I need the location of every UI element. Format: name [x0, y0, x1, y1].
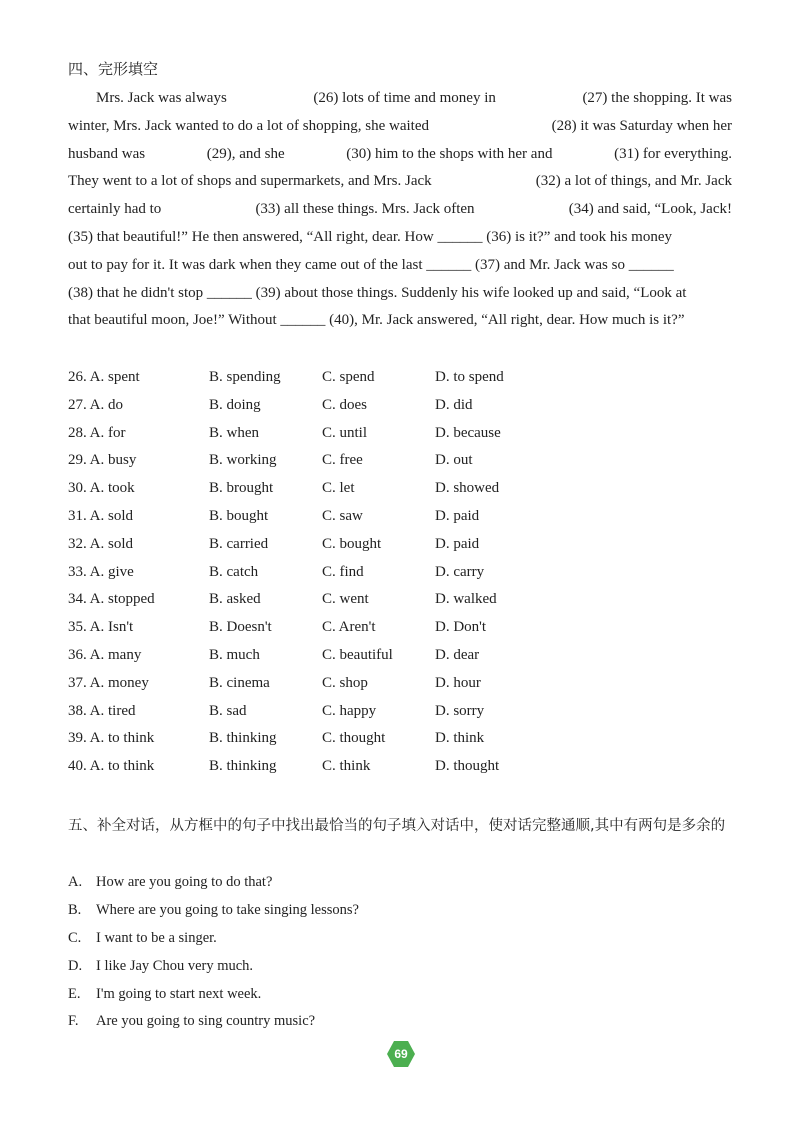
sentence-option	[68, 869, 359, 897]
sentence-letter: E.	[68, 985, 81, 1002]
option-d: D. walked	[435, 591, 497, 608]
option-c: C. Aren't	[322, 619, 376, 636]
sentence-option	[68, 1008, 359, 1036]
option-a: 26. A. spent	[68, 369, 140, 385]
option-b: B. bought	[209, 507, 269, 524]
option-a: 35. A. Isn't	[68, 619, 134, 636]
passage-text: (29), and she	[206, 145, 285, 162]
option-a: 38. A. tired	[68, 702, 136, 719]
passage-text: (34) and said, “Look, Jack!	[568, 201, 732, 218]
sentence-text: I want to be a singer.	[96, 929, 217, 946]
option-a: 33. A. give	[68, 563, 134, 580]
passage-text: (32) a lot of things, and Mr. Jack	[535, 173, 732, 190]
passage-text: They went to a lot of shops and supermarkets, and Mrs. Jack	[68, 173, 432, 190]
sentence-option	[68, 925, 359, 953]
option-row	[68, 531, 568, 559]
option-b: B. sad	[209, 702, 247, 719]
answer-options	[68, 364, 568, 781]
option-c: C. beautiful	[322, 646, 393, 663]
option-row	[68, 392, 568, 420]
sentence-letter: A.	[68, 874, 83, 890]
option-c: C. let	[322, 480, 355, 497]
sentence-letter: C.	[68, 929, 82, 946]
sentence-text: Where are you going to take singing lessons?	[96, 901, 359, 918]
option-row	[68, 447, 568, 475]
option-b: B. brought	[209, 480, 274, 497]
option-b: B. cinema	[209, 674, 270, 691]
passage-line	[68, 252, 732, 280]
option-d: D. sorry	[435, 702, 485, 719]
option-d: D. out	[435, 452, 473, 469]
option-a: 36. A. many	[68, 646, 142, 663]
option-c: C. think	[322, 758, 371, 775]
dialogue-sentence-list	[68, 869, 359, 1036]
option-a: 34. A. stopped	[68, 591, 155, 608]
sentence-option	[68, 953, 359, 981]
passage-line	[68, 307, 732, 335]
option-a: 39. A. to think	[68, 730, 155, 747]
passage-line	[68, 168, 732, 196]
option-b: B. much	[209, 646, 260, 663]
option-row	[68, 642, 568, 670]
option-b: B. doing	[209, 396, 261, 413]
option-b: B. spending	[209, 369, 281, 385]
option-c: C. until	[322, 424, 368, 441]
sentence-text: Are you going to sing country music?	[96, 1013, 316, 1030]
option-d: D. showed	[435, 480, 500, 497]
option-row	[68, 698, 568, 726]
option-row	[68, 559, 568, 587]
option-b: B. carried	[209, 535, 269, 552]
option-a: 29. A. busy	[68, 452, 137, 469]
option-a: 28. A. for	[68, 424, 126, 441]
passage-text: winter, Mrs. Jack wanted to do a lot of shopping, she waited	[68, 117, 429, 134]
option-row	[68, 420, 568, 448]
option-c: C. spend	[322, 369, 375, 385]
option-b: B. Doesn't	[209, 619, 272, 636]
option-b: B. catch	[209, 563, 259, 580]
option-c: C. thought	[322, 730, 386, 747]
option-b: B. asked	[209, 591, 261, 608]
passage-text: Mrs. Jack was always	[96, 90, 227, 106]
option-d: D. dear	[435, 646, 480, 663]
passage-line	[68, 85, 732, 113]
option-row	[68, 586, 568, 614]
sentence-text: I'm going to start next week.	[96, 985, 262, 1002]
passage-text: (33) all these things. Mrs. Jack often	[255, 201, 475, 218]
passage-text: (35) that beautiful!” He then answered, “All right, dear. How ______ (36) is it?” and took his money	[68, 228, 673, 245]
option-a: 30. A. took	[68, 480, 135, 497]
option-d: D. think	[435, 730, 485, 747]
sentence-text: I like Jay Chou very much.	[96, 957, 254, 974]
option-d: D. Don't	[435, 619, 487, 636]
sentence-letter: B.	[68, 901, 82, 918]
page-number: 69	[394, 1047, 408, 1061]
option-d: D. hour	[435, 674, 481, 691]
option-row	[68, 475, 568, 503]
passage-text: (28) it was Saturday when her	[551, 117, 732, 134]
passage-line	[68, 280, 732, 308]
passage-text: husband was	[68, 145, 146, 162]
option-c: C. find	[322, 563, 364, 580]
option-a: 32. A. sold	[68, 535, 134, 552]
passage-line	[68, 196, 732, 224]
option-b: B. thinking	[209, 730, 277, 747]
passage-text: (27) the shopping. It was	[582, 90, 732, 106]
passage-text: that beautiful moon, Joe!” Without ______ (40), Mr. Jack answered, “All right, dear. How much is it?”	[68, 312, 685, 329]
option-row	[68, 670, 568, 698]
passage-text: (26) lots of time and money in	[313, 90, 496, 106]
option-d: D. because	[435, 424, 501, 441]
option-c: C. shop	[322, 674, 368, 691]
option-row	[68, 725, 568, 753]
option-row	[68, 364, 568, 392]
option-d: D. did	[435, 396, 473, 413]
page-number-badge	[386, 1040, 416, 1068]
sentence-text: How are you going to do that?	[96, 874, 273, 890]
option-c: C. saw	[322, 507, 363, 524]
option-c: C. happy	[322, 702, 377, 719]
passage-line	[68, 113, 732, 141]
option-d: D. to spend	[435, 369, 504, 385]
option-c: C. free	[322, 452, 363, 469]
passage-text: (30) him to the shops with her and	[346, 145, 553, 162]
option-row	[68, 503, 568, 531]
passage-line	[68, 224, 732, 252]
section-5-title: 五、补全对话，从方框中的句子中找出最恰当的句子填入对话中，使对话完整通顺,其中有两句是多余的	[68, 818, 726, 834]
sentence-option	[68, 897, 359, 925]
passage-text: out to pay for it. It was dark when they came out of the last ______ (37) and Mr. Jack was so ______	[68, 256, 674, 273]
option-b: B. working	[209, 452, 277, 469]
option-b: B. thinking	[209, 758, 277, 775]
option-b: B. when	[209, 424, 259, 441]
sentence-option	[68, 981, 359, 1009]
option-a: 40. A. to think	[68, 758, 155, 775]
option-a: 31. A. sold	[68, 507, 134, 524]
option-row	[68, 753, 568, 781]
passage-line	[68, 141, 732, 169]
option-c: C. went	[322, 591, 369, 608]
option-a: 27. A. do	[68, 396, 124, 413]
sentence-letter: D.	[68, 957, 83, 974]
option-d: D. paid	[435, 507, 480, 524]
option-d: D. carry	[435, 563, 485, 580]
option-d: D. paid	[435, 535, 480, 552]
cloze-passage	[68, 85, 732, 335]
section-4-title: 四、完形填空	[68, 60, 159, 78]
option-c: C. bought	[322, 535, 382, 552]
option-c: C. does	[322, 396, 367, 413]
option-row	[68, 614, 568, 642]
option-d: D. thought	[435, 758, 500, 775]
passage-text: certainly had to	[68, 201, 162, 218]
option-a: 37. A. money	[68, 674, 149, 691]
sentence-letter: F.	[68, 1013, 79, 1030]
passage-text: (31) for everything.	[614, 145, 732, 162]
passage-text: (38) that he didn't stop ______ (39) about those things. Suddenly his wife looked up and said, “Look at	[68, 284, 687, 301]
